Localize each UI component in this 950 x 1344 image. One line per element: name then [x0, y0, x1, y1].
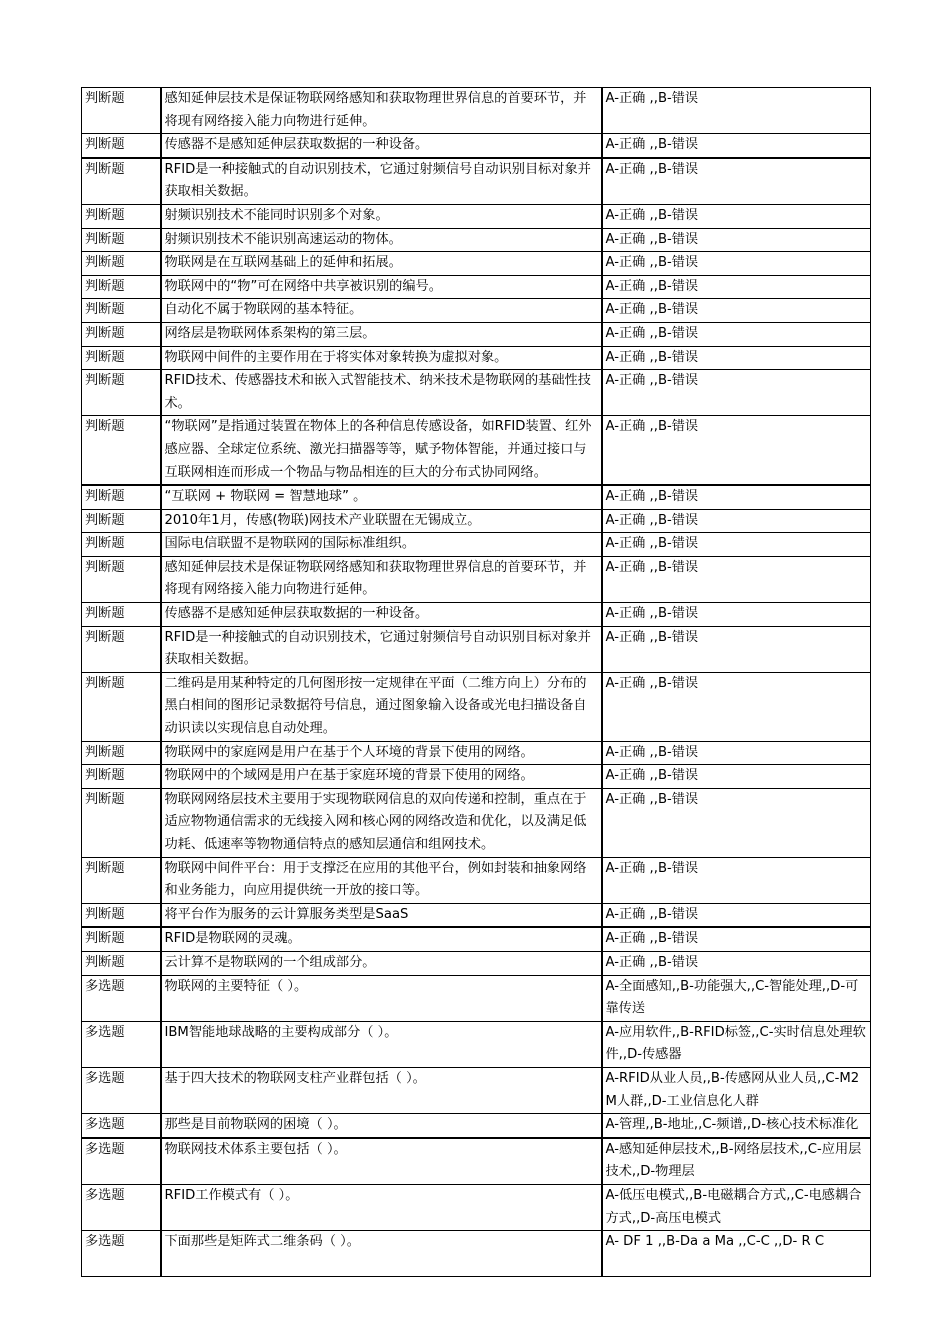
question-text-cell: RFID工作模式有（ ）。	[161, 1184, 602, 1230]
question-text-cell: 网络层是物联网体系架构的第三层。	[161, 322, 602, 346]
question-type-cell: 判断题	[82, 228, 161, 252]
options-cell: A-正确 ,,B-错误	[602, 603, 871, 627]
options-cell: A-正确 ,,B-错误	[602, 370, 871, 416]
question-text-cell: 射频识别技术不能识别高速运动的物体。	[161, 228, 602, 252]
question-text-cell: 传感器不是感知延伸层获取数据的一种设备。	[161, 603, 602, 627]
table-row	[82, 672, 871, 741]
question-type-cell: 判断题	[82, 485, 161, 509]
options-cell: A-正确 ,,B-错误	[602, 158, 871, 205]
table-row	[82, 416, 871, 485]
question-text-cell: 2010年1月，传感(物联)网技术产业联盟在无锡成立。	[161, 509, 602, 533]
options-cell: A-正确 ,,B-错误	[602, 228, 871, 252]
question-type-cell: 判断题	[82, 951, 161, 975]
question-type-cell: 多选题	[82, 1138, 161, 1185]
options-cell: A-低压电模式,,B-电磁耦合方式,,C-电感耦合方式,,D-高压电模式	[602, 1184, 871, 1230]
table-row	[82, 765, 871, 789]
question-type-cell: 多选题	[82, 1021, 161, 1067]
question-text-cell: RFID是一种接触式的自动识别技术，它通过射频信号自动识别目标对象并获取相关数据。	[161, 158, 602, 205]
options-cell: A-正确 ,,B-错误	[602, 672, 871, 741]
options-cell: A-感知延伸层技术,,B-网络层技术,,C-应用层技术,,D-物理层	[602, 1138, 871, 1185]
table-row	[82, 603, 871, 627]
table-row	[82, 975, 871, 1021]
question-type-cell: 判断题	[82, 88, 161, 134]
question-text-cell: 物联网中的家庭网是用户在基于个人环境的背景下使用的网络。	[161, 741, 602, 765]
question-text-cell: “互联网 + 物联网 = 智慧地球” 。	[161, 485, 602, 509]
question-text-cell: 下面那些是矩阵式二维条码（ ）。	[161, 1231, 602, 1277]
options-cell: A-正确 ,,B-错误	[602, 299, 871, 323]
table-row	[82, 1231, 871, 1277]
options-cell: A-正确 ,,B-错误	[602, 204, 871, 228]
options-cell: A-正确 ,,B-错误	[602, 857, 871, 903]
options-cell: A-正确 ,,B-错误	[602, 485, 871, 509]
question-type-cell: 判断题	[82, 857, 161, 903]
options-cell: A-正确 ,,B-错误	[602, 903, 871, 927]
question-type-cell: 判断题	[82, 134, 161, 158]
question-type-cell: 判断题	[82, 275, 161, 299]
question-text-cell: RFID是一种接触式的自动识别技术，它通过射频信号自动识别目标对象并获取相关数据。	[161, 626, 602, 672]
question-text-cell: 物联网中间件平台：用于支撑泛在应用的其他平台，例如封装和抽象网络和业务能力，向应用提供统一开放的接口等。	[161, 857, 602, 903]
table-row	[82, 533, 871, 557]
options-cell: A-正确 ,,B-错误	[602, 509, 871, 533]
question-type-cell: 判断题	[82, 158, 161, 205]
options-cell: A-正确 ,,B-错误	[602, 533, 871, 557]
question-type-cell: 判断题	[82, 626, 161, 672]
options-cell: A-正确 ,,B-错误	[602, 252, 871, 276]
table-row	[82, 1138, 871, 1185]
question-text-cell: 物联网网络层技术主要用于实现物联网信息的双向传递和控制，重点在于适应物物通信需求的无线接入网和核心网的网络改造和优化，以及满足低功耗、低速率等物物通信特点的感知层通信和组网技术。	[161, 788, 602, 857]
table-row	[82, 857, 871, 903]
question-type-cell: 判断题	[82, 533, 161, 557]
table-row	[82, 299, 871, 323]
question-type-cell: 判断题	[82, 927, 161, 951]
question-text-cell: IBM智能地球战略的主要构成部分（ ）。	[161, 1021, 602, 1067]
table-row	[82, 1184, 871, 1230]
question-text-cell: 感知延伸层技术是保证物联网络感知和获取物理世界信息的首要环节，并将现有网络接入能力向物进行延伸。	[161, 88, 602, 134]
question-type-cell: 判断题	[82, 903, 161, 927]
question-type-cell: 判断题	[82, 346, 161, 370]
question-type-cell: 判断题	[82, 788, 161, 857]
options-cell: A-正确 ,,B-错误	[602, 88, 871, 134]
question-type-cell: 判断题	[82, 322, 161, 346]
options-cell: A-正确 ,,B-错误	[602, 951, 871, 975]
question-text-cell: 基于四大技术的物联网支柱产业群包括（ ）。	[161, 1067, 602, 1113]
options-cell: A-正确 ,,B-错误	[602, 788, 871, 857]
question-type-cell: 判断题	[82, 765, 161, 789]
question-bank-sheet	[81, 87, 870, 1277]
question-type-cell: 多选题	[82, 1067, 161, 1113]
options-cell: A-正确 ,,B-错误	[602, 626, 871, 672]
question-text-cell: 二维码是用某种特定的几何图形按一定规律在平面（二维方向上）分布的黑白相间的图形记录数据符号信息，通过图象输入设备或光电扫描设备自动识读以实现信息自动处理。	[161, 672, 602, 741]
question-text-cell: 物联网的主要特征（ ）。	[161, 975, 602, 1021]
options-cell: A-正确 ,,B-错误	[602, 275, 871, 299]
table-row	[82, 1114, 871, 1138]
table-row	[82, 88, 871, 134]
options-cell: A-正确 ,,B-错误	[602, 416, 871, 485]
question-type-cell: 判断题	[82, 299, 161, 323]
question-type-cell: 多选题	[82, 975, 161, 1021]
table-row	[82, 252, 871, 276]
options-cell: A-正确 ,,B-错误	[602, 765, 871, 789]
question-table	[81, 87, 871, 1277]
table-row	[82, 951, 871, 975]
table-row	[82, 626, 871, 672]
question-text-cell: 国际电信联盟不是物联网的国际标准组织。	[161, 533, 602, 557]
question-type-cell: 判断题	[82, 672, 161, 741]
question-type-cell: 判断题	[82, 204, 161, 228]
question-type-cell: 多选题	[82, 1184, 161, 1230]
question-type-cell: 判断题	[82, 556, 161, 602]
options-cell: A-应用软件,,B-RFID标签,,C-实时信息处理软件,,D-传感器	[602, 1021, 871, 1067]
options-cell: A-正确 ,,B-错误	[602, 556, 871, 602]
question-type-cell: 判断题	[82, 603, 161, 627]
question-text-cell: 传感器不是感知延伸层获取数据的一种设备。	[161, 134, 602, 158]
table-row	[82, 370, 871, 416]
table-row	[82, 509, 871, 533]
question-type-cell: 多选题	[82, 1114, 161, 1138]
table-row	[82, 204, 871, 228]
options-cell: A-正确 ,,B-错误	[602, 741, 871, 765]
table-row	[82, 741, 871, 765]
options-cell: A- DF 1 ,,B-Da a Ma ,,C-C ,,D- R C	[602, 1231, 871, 1277]
question-type-cell: 判断题	[82, 416, 161, 485]
options-cell: A-RFID从业人员,,B-传感网从业人员,,C-M2M人群,,D-工业信息化人群	[602, 1067, 871, 1113]
question-text-cell: 将平台作为服务的云计算服务类型是SaaS	[161, 903, 602, 927]
question-text-cell: 那些是目前物联网的困境（ ）。	[161, 1114, 602, 1138]
table-row	[82, 228, 871, 252]
question-type-cell: 判断题	[82, 370, 161, 416]
options-cell: A-正确 ,,B-错误	[602, 134, 871, 158]
table-row	[82, 158, 871, 205]
table-row	[82, 788, 871, 857]
table-row	[82, 927, 871, 951]
question-type-cell: 判断题	[82, 252, 161, 276]
table-row	[82, 346, 871, 370]
question-type-cell: 判断题	[82, 509, 161, 533]
table-row	[82, 1067, 871, 1113]
question-text-cell: 物联网是在互联网基础上的延伸和拓展。	[161, 252, 602, 276]
question-text-cell: 射频识别技术不能同时识别多个对象。	[161, 204, 602, 228]
question-type-cell: 多选题	[82, 1231, 161, 1277]
options-cell: A-正确 ,,B-错误	[602, 927, 871, 951]
question-text-cell: RFID是物联网的灵魂。	[161, 927, 602, 951]
options-cell: A-管理,,B-地址,,C-频谱,,D-核心技术标准化	[602, 1114, 871, 1138]
options-cell: A-正确 ,,B-错误	[602, 322, 871, 346]
question-text-cell: “物联网”是指通过装置在物体上的各种信息传感设备，如RFID装置、红外感应器、全球定位系统、激光扫描器等等，赋予物体智能，并通过接口与互联网相连而形成一个物品与物品相连的巨大的分布式协同网络。	[161, 416, 602, 485]
question-type-cell: 判断题	[82, 741, 161, 765]
options-cell: A-正确 ,,B-错误	[602, 346, 871, 370]
question-text-cell: 云计算不是物联网的一个组成部分。	[161, 951, 602, 975]
table-row	[82, 485, 871, 509]
question-text-cell: RFID技术、传感器技术和嵌入式智能技术、纳米技术是物联网的基础性技术。	[161, 370, 602, 416]
table-row	[82, 556, 871, 602]
table-row	[82, 322, 871, 346]
question-text-cell: 自动化不属于物联网的基本特征。	[161, 299, 602, 323]
table-row	[82, 275, 871, 299]
table-row	[82, 1021, 871, 1067]
question-text-cell: 物联网技术体系主要包括（ ）。	[161, 1138, 602, 1185]
question-text-cell: 物联网中间件的主要作用在于将实体对象转换为虚拟对象。	[161, 346, 602, 370]
table-row	[82, 134, 871, 158]
options-cell: A-全面感知,,B-功能强大,,C-智能处理,,D-可靠传送	[602, 975, 871, 1021]
question-text-cell: 物联网中的“物”可在网络中共享被识别的编号。	[161, 275, 602, 299]
question-text-cell: 物联网中的个域网是用户在基于家庭环境的背景下使用的网络。	[161, 765, 602, 789]
question-text-cell: 感知延伸层技术是保证物联网络感知和获取物理世界信息的首要环节，并将现有网络接入能力向物进行延伸。	[161, 556, 602, 602]
table-row	[82, 903, 871, 927]
